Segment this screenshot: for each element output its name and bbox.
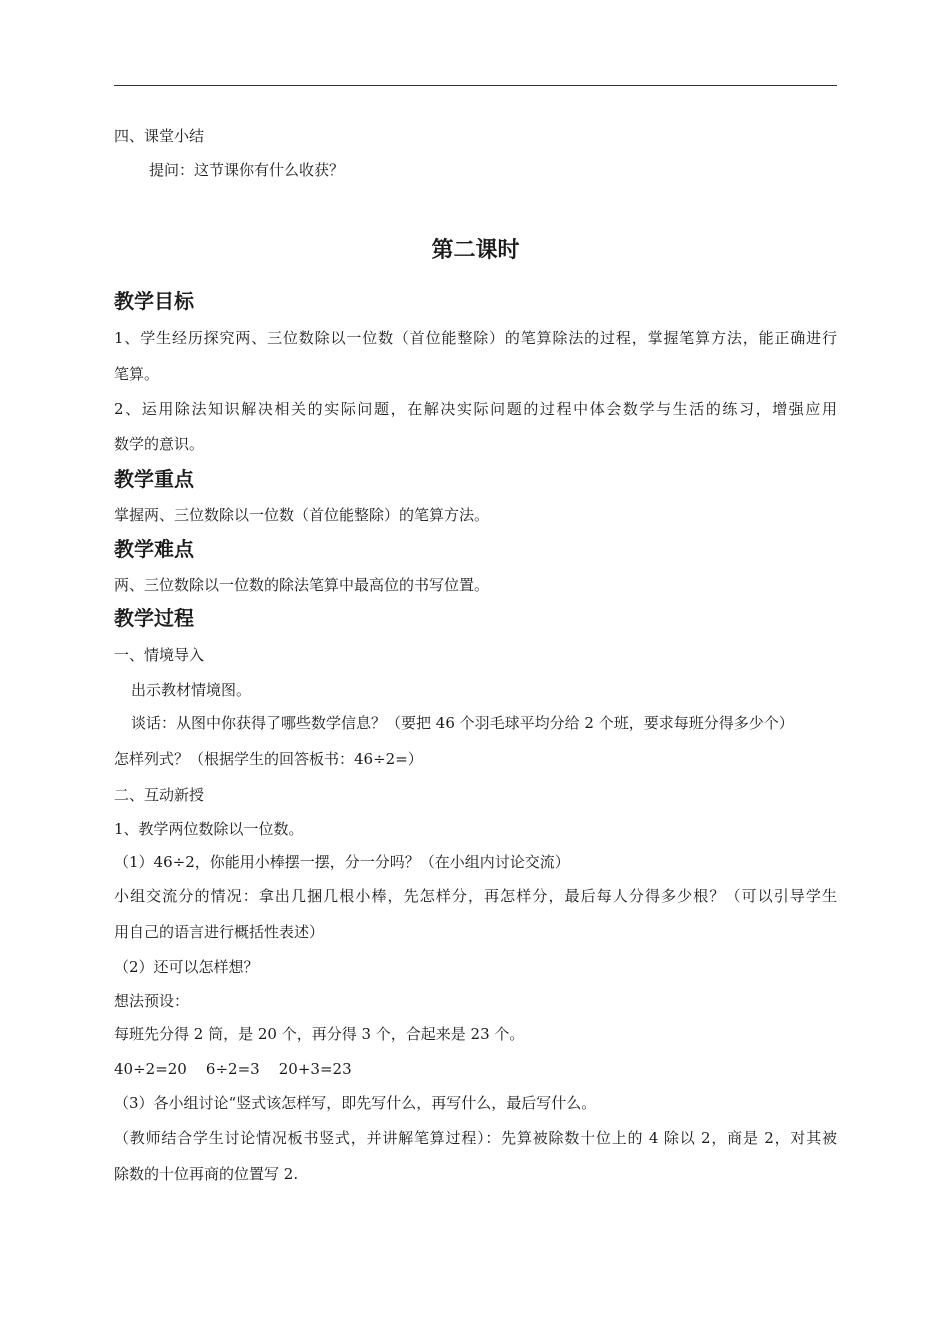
preset-label: 想法预设： bbox=[114, 992, 190, 1010]
lesson-title: 第二课时 bbox=[431, 238, 520, 263]
objective-1-line-1: 1、学生经历探究两、三位数除以一位数（首位能整除）的笔算除法的过程，掌握笔算方法，能正确进行 bbox=[114, 329, 837, 347]
header-rule bbox=[114, 85, 837, 86]
objective-2-line-1: 2、运用除法知识解决相关的实际问题，在解决实际问题的过程中体会数学与生活的练习，增强应用 bbox=[114, 400, 837, 418]
summary-question: 提问：这节课你有什么收获？ bbox=[149, 161, 345, 179]
objective-1-line-2: 笔算。 bbox=[114, 365, 160, 383]
new-teaching-item-1: 1、教学两位数除以一位数。 bbox=[114, 820, 304, 838]
teacher-explanation-line-2: 除数的十位再商的位置写 2. bbox=[114, 1165, 299, 1183]
preset-text: 每班先分得 2 筒，是 20 个，再分得 3 个，合起来是 23 个。 bbox=[114, 1025, 525, 1043]
objectives-heading: 教学目标 bbox=[114, 289, 194, 313]
question-1: （1）46÷2，你能用小棒摆一摆，分一分吗？（在小组内讨论交流） bbox=[114, 853, 570, 871]
intro-heading: 一、情境导入 bbox=[114, 646, 205, 664]
question-2: （2）还可以怎样想？ bbox=[114, 958, 259, 976]
difficulties-text: 两、三位数除以一位数的除法笔算中最高位的书写位置。 bbox=[114, 576, 490, 594]
question-1-desc-line-2: 用自己的语言进行概括性表述） bbox=[114, 923, 325, 941]
teacher-explanation-line-1: （教师结合学生讨论情况板书竖式，并讲解笔算过程）：先算被除数十位上的 4 除以 2，商是 2，对其被 bbox=[114, 1129, 837, 1147]
difficulties-heading: 教学难点 bbox=[114, 537, 194, 561]
key-points-text: 掌握两、三位数除以一位数（首位能整除）的笔算方法。 bbox=[114, 506, 490, 524]
question-3: （3）各小组讨论“竖式该怎样写，即先写什么，再写什么，最后写什么。 bbox=[114, 1094, 597, 1112]
summary-heading: 四、课堂小结 bbox=[114, 127, 205, 145]
new-teaching-heading: 二、互动新授 bbox=[114, 786, 205, 804]
intro-line-1: 出示教材情境图。 bbox=[131, 681, 252, 699]
key-points-heading: 教学重点 bbox=[114, 467, 194, 491]
intro-line-3: 怎样列式？（根据学生的回答板书：46÷2=） bbox=[114, 750, 423, 768]
intro-line-2: 谈话：从图中你获得了哪些数学信息？（要把 46 个羽毛球平均分给 2 个班，要求每班分得多少个） bbox=[131, 714, 794, 732]
objective-2-line-2: 数学的意识。 bbox=[114, 435, 205, 453]
process-heading: 教学过程 bbox=[114, 606, 194, 630]
equations: 40÷2=20 6÷2=3 20+3=23 bbox=[114, 1060, 352, 1078]
question-1-desc-line-1: 小组交流分的情况：拿出几捆几根小棒，先怎样分，再怎样分，最后每人分得多少根？（可以引导学生 bbox=[114, 887, 837, 905]
